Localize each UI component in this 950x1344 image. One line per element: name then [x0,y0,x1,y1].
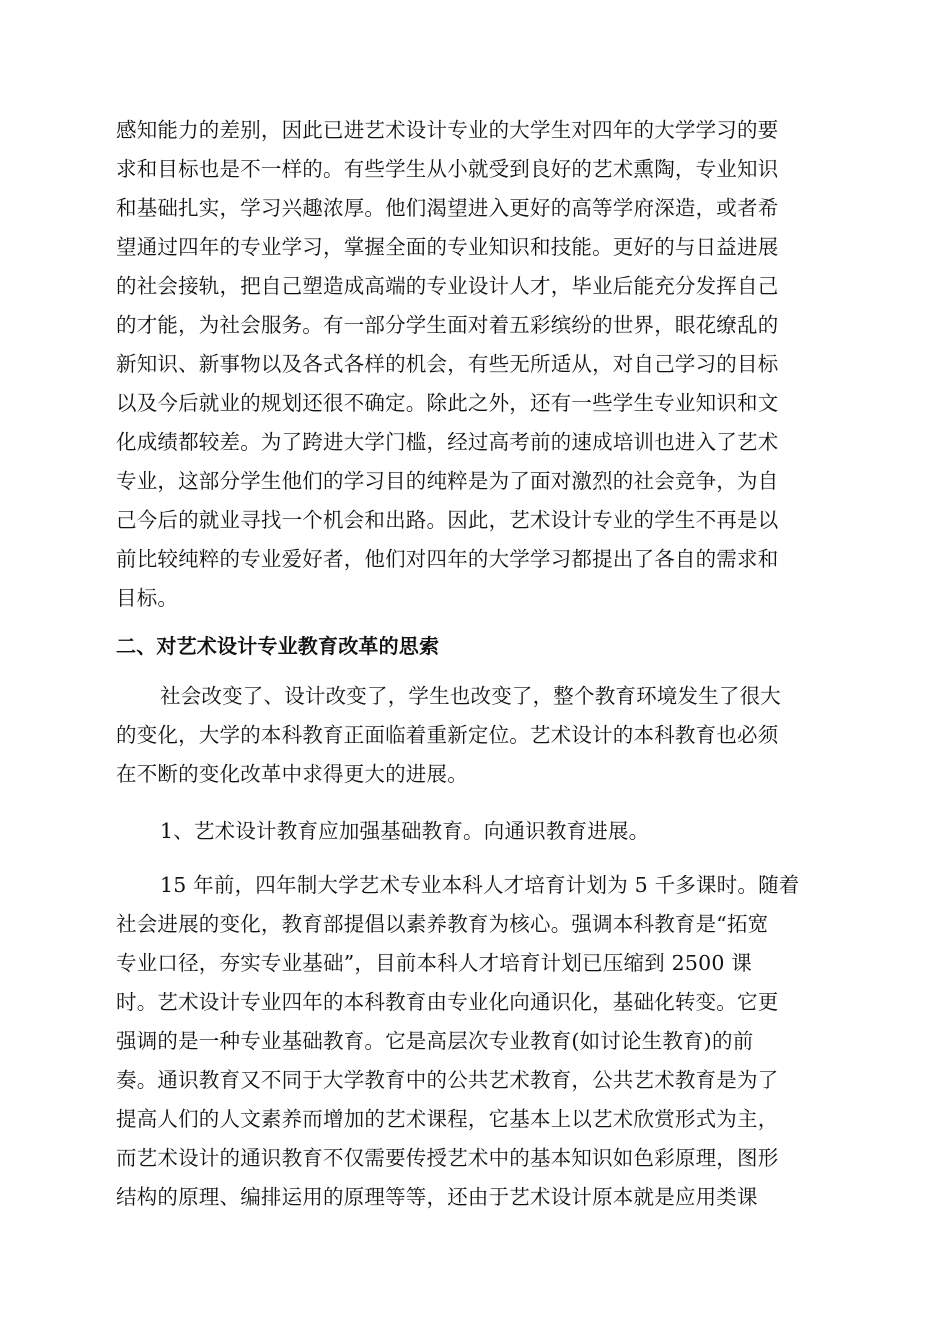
body-text-line: 的社会接轨，把自己塑造成高端的专业设计人才，毕业后能充分发挥自己 [116,274,779,298]
body-text-line: 强调的是一种专业基础教育。它是高层次专业教育(如讨论生教育)的前 [116,1029,754,1053]
subsection-heading: 1、艺术设计教育应加强基础教育。向通识教育进展。 [160,819,650,843]
body-text-line: 时。艺术设计专业四年的本科教育由专业化向通识化，基础化转变。它更 [116,990,779,1014]
body-text-line: 目标。 [116,586,179,610]
body-text-line: 奏。通识教育又不同于大学教育中的公共艺术教育，公共艺术教育是为了 [116,1068,779,1092]
body-text-line: 新知识、新事物以及各式各样的机会，有些无所适从，对自己学习的目标 [116,352,779,376]
body-text-line: 前比较纯粹的专业爱好者，他们对四年的大学学习都提出了各自的需求和 [116,547,779,571]
body-text-line: 的才能，为社会服务。有一部分学生面对着五彩缤纷的世界，眼花缭乱的 [116,313,779,337]
body-text-line: 望通过四年的专业学习，掌握全面的专业知识和技能。更好的与日益进展 [116,235,779,259]
body-text-line: 社会改变了、设计改变了，学生也改变了，整个教育环境发生了很大 [160,684,781,708]
body-text-line: 感知能力的差别，因此已进艺术设计专业的大学生对四年的大学学习的要 [116,118,779,142]
body-text-line: 求和目标也是不一样的。有些学生从小就受到良好的艺术熏陶，专业知识 [116,157,779,181]
body-text-line: 的变化，大学的本科教育正面临着重新定位。艺术设计的本科教育也必须 [116,723,779,747]
body-text-line: 和基础扎实，学习兴趣浓厚。他们渴望进入更好的高等学府深造，或者希 [116,196,779,220]
body-text-line: 在不断的变化改革中求得更大的进展。 [116,762,468,786]
body-text-line: 社会进展的变化，教育部提倡以素养教育为核心。强调本科教育是“拓宽 [116,912,769,936]
section-heading: 二、对艺术设计专业教育改革的思索 [116,634,440,658]
body-text-line: 化成绩都较差。为了跨进大学门槛，经过高考前的速成培训也进入了艺术 [116,430,779,454]
body-text-line: 提高人们的人文素养而增加的艺术课程，它基本上以艺术欣赏形式为主， [116,1107,779,1131]
body-text-line: 结构的原理、编排运用的原理等等，还由于艺术设计原本就是应用类课 [116,1185,758,1209]
body-text-line: 己今后的就业寻找一个机会和出路。因此，艺术设计专业的学生不再是以 [116,508,779,532]
body-text-line: 专业，这部分学生他们的学习目的纯粹是为了面对激烈的社会竞争，为自 [116,469,779,493]
body-text-line: 而艺术设计的通识教育不仅需要传授艺术中的基本知识如色彩原理，图形 [116,1146,779,1170]
body-text-line: 15 年前，四年制大学艺术专业本科人才培育计划为 5 千多课时。随着 [160,873,800,897]
body-text-line: 专业口径，夯实专业基础”，目前本科人才培育计划已压缩到 2500 课 [116,951,752,975]
body-text-line: 以及今后就业的规划还很不确定。除此之外，还有一些学生专业知识和文 [116,391,779,415]
